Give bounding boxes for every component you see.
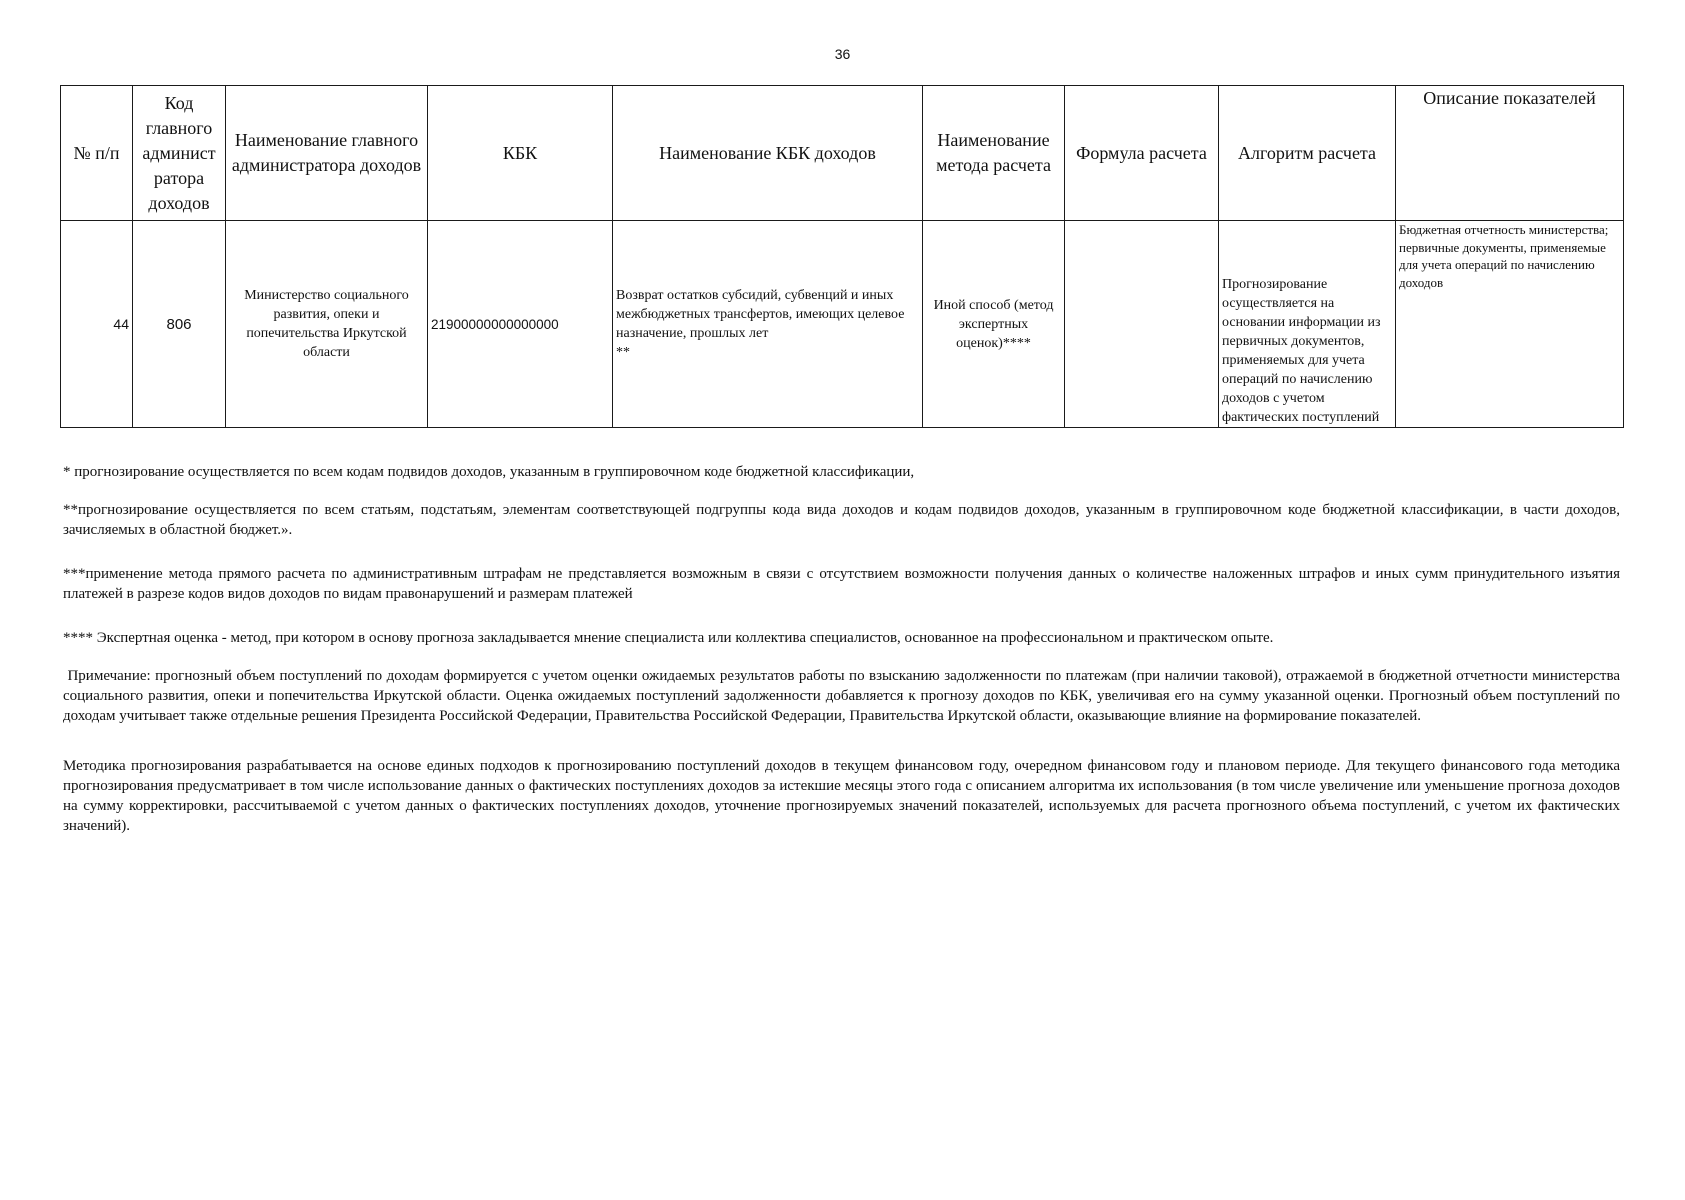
cell-formula [1065,221,1219,428]
header-description: Описание показателей [1396,86,1624,221]
table-row [61,221,1624,428]
cell-method: Иной способ (метод экспертных оценок)**** [923,221,1065,428]
table-header-row [61,86,1624,221]
cell-num: 44 [61,221,133,428]
forecast-method-table [60,85,1624,428]
kbk-name-text: Возврат остатков субсидий, субвенций и иных межбюджетных трансфертов, имеющих целевое назначение, прошлых лет [616,288,905,341]
footnote-4: **** Экспертная оценка - метод, при котором в основу прогноза закладывается мнение специалиста или коллектива специалистов, основанное на профессиональном и практическом опыте. [63,630,1274,646]
remark-paragraph: Примечание: прогнозный объем поступлений по доходам формируется с учетом оценки ожидаемых результатов работы по взысканию задолженности по платежам (при наличии таковой), отражаемой в бюджетной отчетности министерства социального развития, опеки и попечительства Иркутской области. Оценка ожидаемых поступлений задолженности добавляется к прогнозу доходов по КБК, увеличивая его на сумму указанной оценки. Прогнозный объем поступлений по доходам учитывает также отдельные решения Президента Российской Федерации, Правительства Российской Федерации, Правительства Иркутской области, оказывающие влияние на формирование показателей. [63,668,1624,724]
cell-algorithm: Прогнозирование осуществляется на основании информации из первичных документов, применяемых для учета операций по начислению доходов с учетом фактических поступлений [1219,221,1396,428]
header-kbk-name: Наименование КБК доходов [613,86,923,221]
page-number: 36 [834,46,851,62]
cell-admin-name: Министерство социального развития, опеки и попечительства Иркутской области [226,221,428,428]
cell-description: Бюджетная отчетность министерства; первичные документы, применяемые для учета операций по начислению доходов [1396,221,1624,428]
methodology-paragraph: Методика прогнозирования разрабатывается на основе единых подходов к прогнозированию поступлений доходов в текущем финансовом году, очередном финансовом году и плановом периоде. Для текущего финансового года методика прогнозирования предусматривает в том числе использование данных о фактических поступлениях доходов за истекшие месяцы этого года с описанием алгоритма их использования (в том числе увеличение или уменьшение прогноза доходов на сумму корректировки, рассчитываемой с учетом данных о фактических поступлениях доходов, уточнение прогнозируемых значений показателей, используемых для расчета прогнозного объема поступлений, с учетом их фактических значений). [63,758,1620,834]
footnotes [63,462,1624,836]
footnote-2: **прогнозирование осуществляется по всем статьям, подстатьям, элементам соответствующей подгруппы кода вида доходов и кодам подвидов доходов, указанным в группировочном коде бюджетной классификации, в части доходов, зачисляемых в областной бюджет.». [63,502,1620,538]
kbk-name-footnote-mark: ** [616,345,630,360]
cell-kbk-name [613,221,923,428]
header-formula: Формула расчета [1065,86,1219,221]
cell-kbk: 21900000000000000 [428,221,613,428]
cell-admin-code: 806 [133,221,226,428]
header-kbk: КБК [428,86,613,221]
header-num: № п/п [61,86,133,221]
header-admin-code: Код главного админист ратора доходов [133,86,226,221]
footnote-3: ***применение метода прямого расчета по административным штрафам не представляется возможным в связи с отсутствием возможности получения данных о количестве наложенных штрафов и иных сумм принудительного изъятия платежей в разрезе кодов видов доходов по видам правонарушений и размерам платежей [63,566,1620,602]
header-algorithm: Алгоритм расчета [1219,86,1396,221]
header-method: Наименование метода расчета [923,86,1065,221]
footnote-1: * прогнозирование осуществляется по всем кодам подвидов доходов, указанным в группировочном коде бюджетной классификации, [63,464,915,480]
header-admin-name: Наименование главного администратора доходов [226,86,428,221]
